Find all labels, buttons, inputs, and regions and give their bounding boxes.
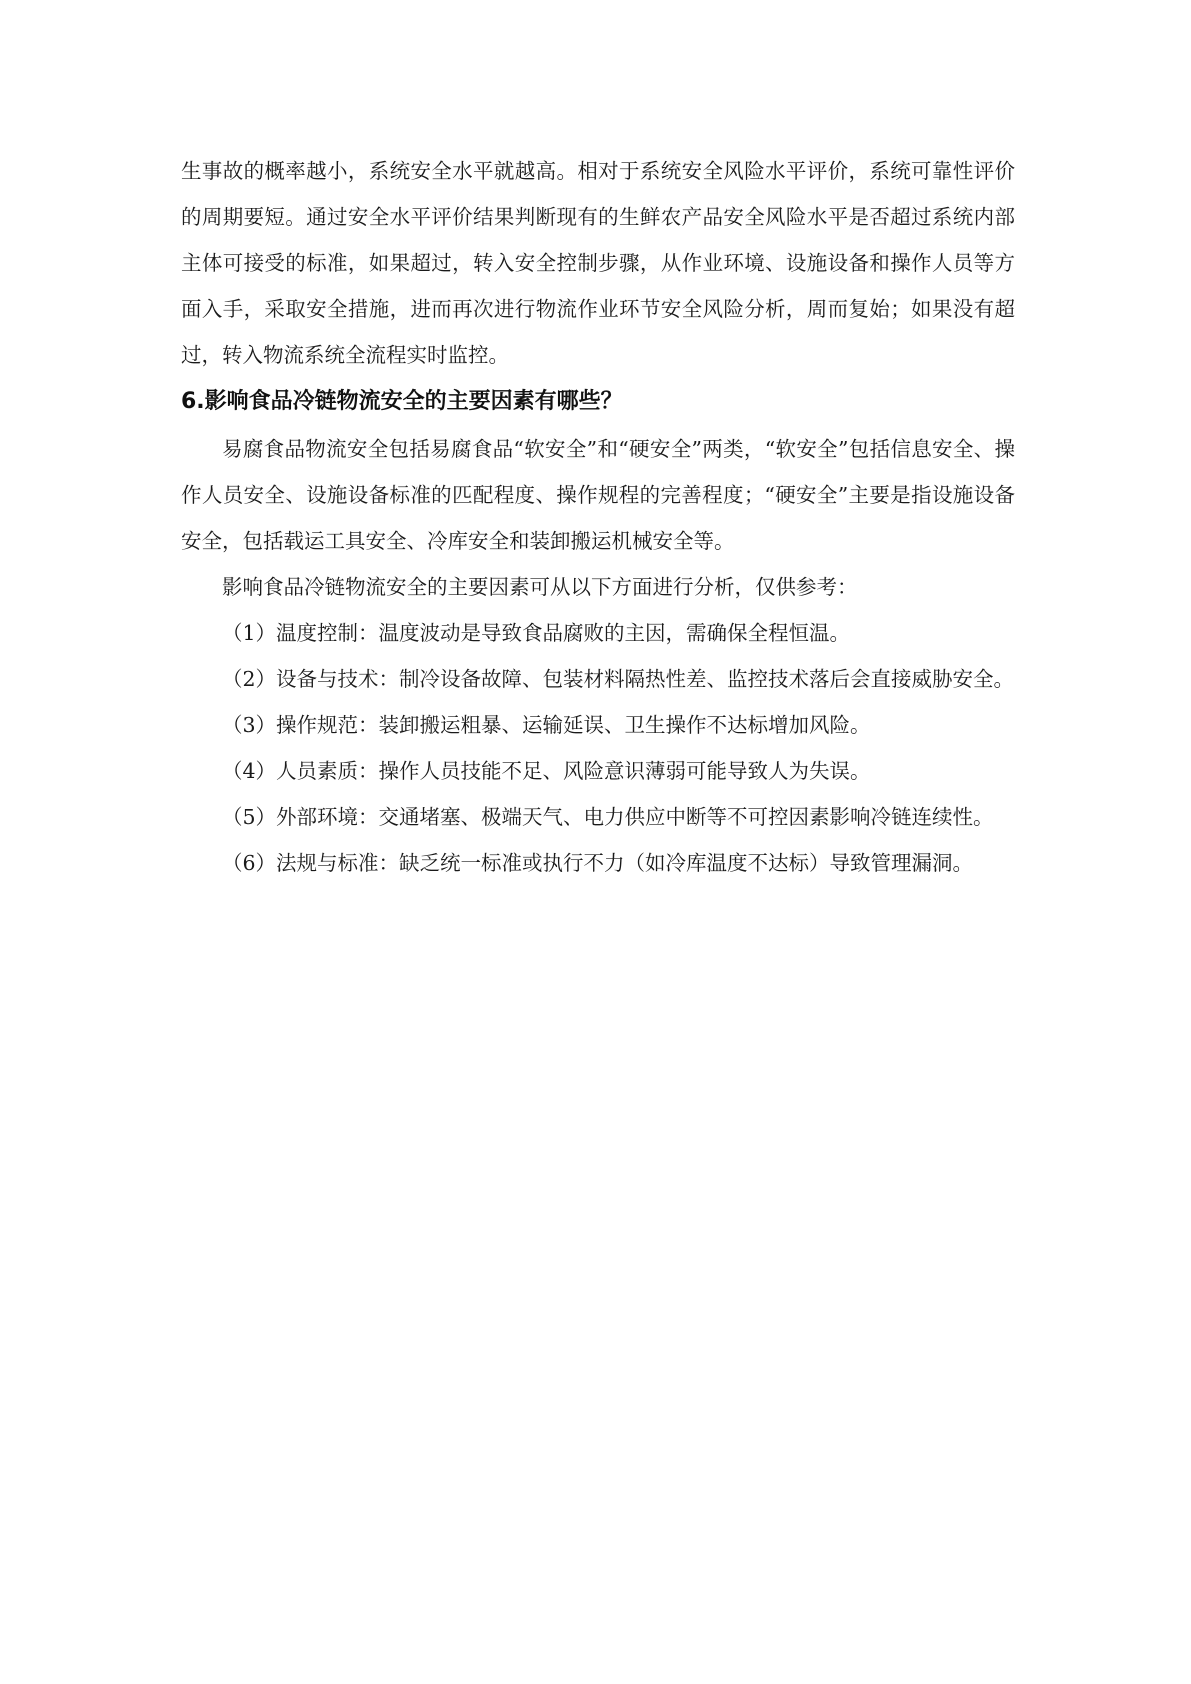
document-body bbox=[181, 148, 1015, 886]
section-heading: 6.影响食品冷链物流安全的主要因素有哪些？ bbox=[181, 389, 623, 414]
factor-temperature-control: （1）温度控制：温度波动是导致食品腐败的主因，需确保全程恒温。 bbox=[222, 621, 851, 645]
factor-personnel-quality: （4）人员素质：操作人员技能不足、风险意识薄弱可能导致人为失误。 bbox=[222, 759, 871, 783]
paragraph-continued: 生事故的概率越小，系统安全水平就越高。相对于系统安全风险水平评价，系统可靠性评价的周期要短。通过安全水平评价结果判断现有的生鲜农产品安全风险水平是否超过系统内部主体可接受的标准，如果超过，转入安全控制步骤，从作业环境、设施设备和操作人员等方面入手，采取安全措施，进而再次进行物流作业环节安全风险分析，周而复始；如果没有超过，转入物流系统全流程实时监控。 bbox=[181, 159, 1015, 367]
factor-operation-standards: （3）操作规范：装卸搬运粗暴、运输延误、卫生操作不达标增加风险。 bbox=[222, 713, 871, 737]
factor-equipment-technology: （2）设备与技术：制冷设备故障、包装材料隔热性差、监控技术落后会直接威胁安全。 bbox=[222, 667, 1015, 691]
paragraph-safety-types: 易腐食品物流安全包括易腐食品“软安全”和“硬安全”两类，“软安全”包括信息安全、操作人员安全、设施设备标准的匹配程度、操作规程的完善程度；“硬安全”主要是指设施设备安全，包括载运工具安全、冷库安全和装卸搬运机械安全等。 bbox=[181, 437, 1015, 553]
paragraph-factors-intro: 影响食品冷链物流安全的主要因素可从以下方面进行分析，仅供参考： bbox=[222, 575, 858, 599]
factor-regulations-standards: （6）法规与标准：缺乏统一标准或执行不力（如冷库温度不达标）导致管理漏洞。 bbox=[222, 851, 974, 875]
factor-external-environment: （5）外部环境：交通堵塞、极端天气、电力供应中断等不可控因素影响冷链连续性。 bbox=[222, 805, 994, 829]
